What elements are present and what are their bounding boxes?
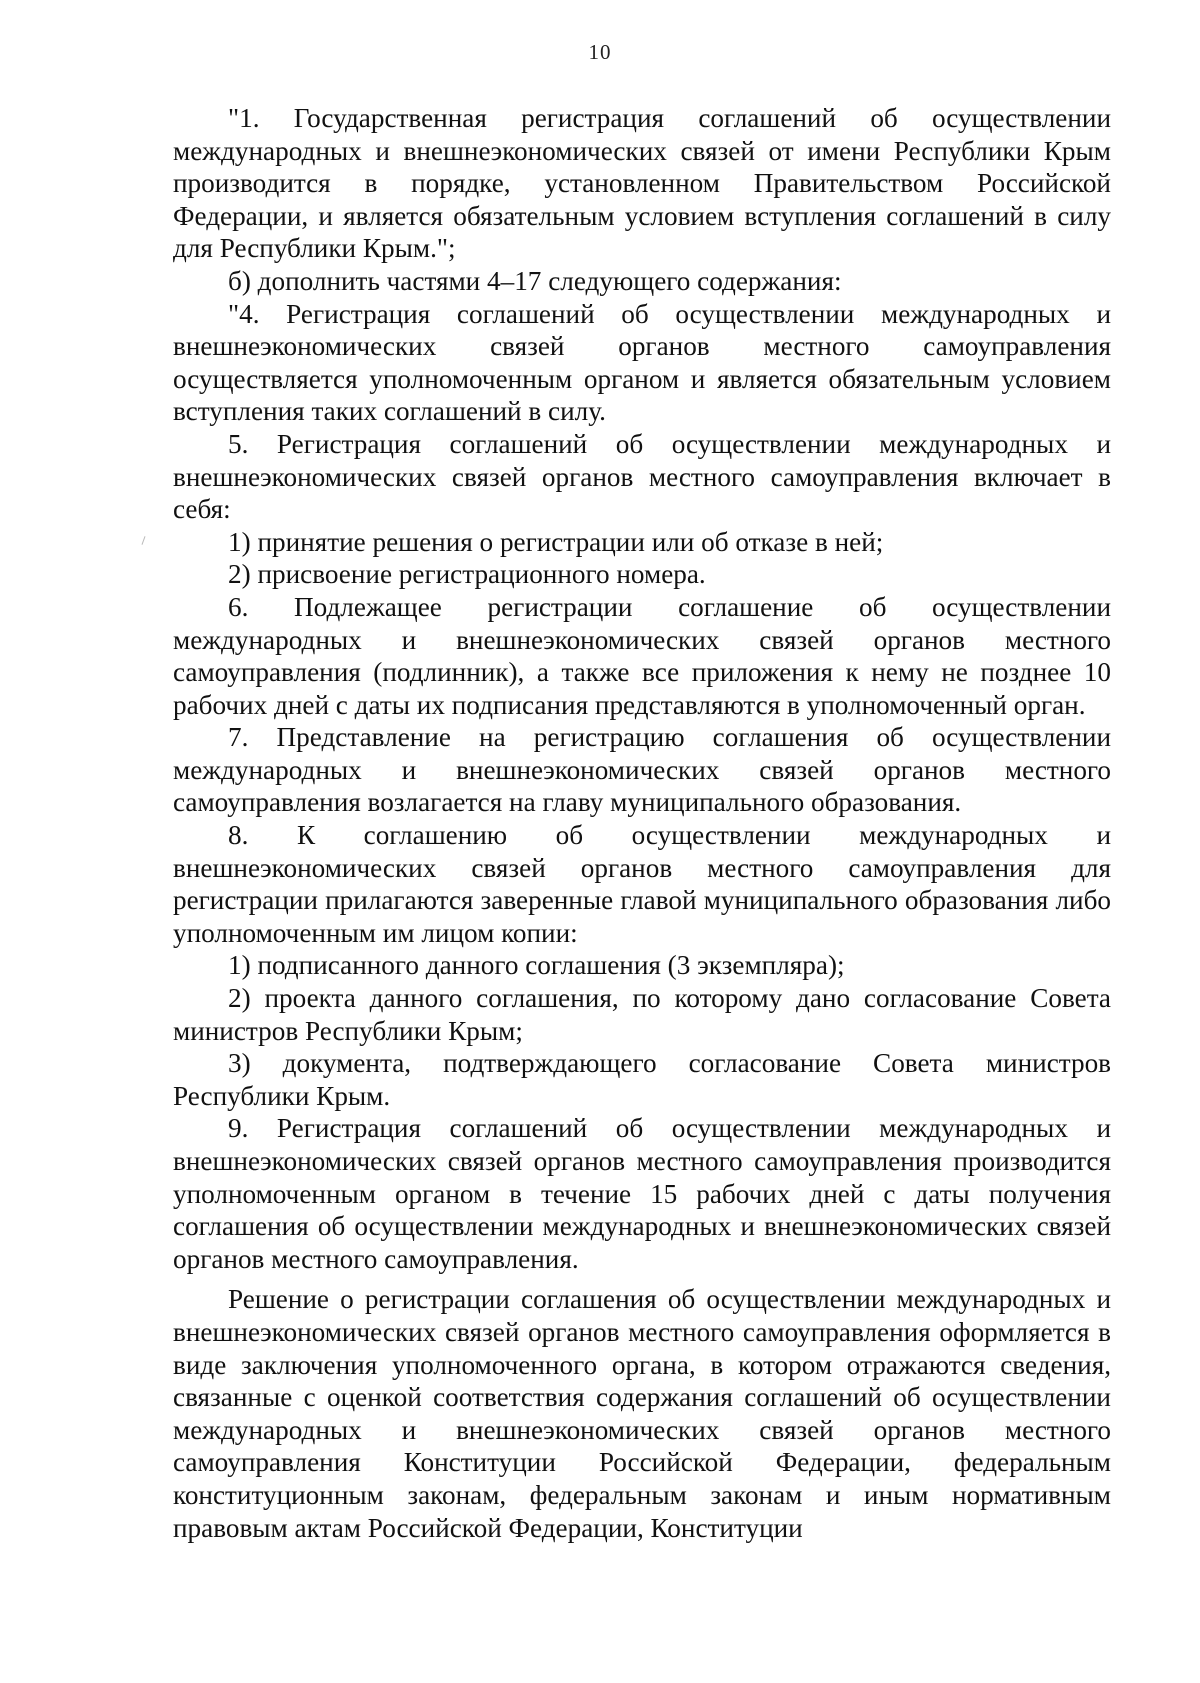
paragraph-part-7: 7. Представление на регистрацию соглашения об осуществлении международных и внешнеэкономических связей органов местного самоуправления возлагается на главу муниципального образования. [173,722,1111,818]
paragraph-part-8-item-3: 3) документа, подтверждающего согласование Совета министров Республики Крым. [173,1048,1111,1111]
document-body [173,102,1111,1544]
paragraph-part-5-item-1: 1) принятие решения о регистрации или об отказе в ней; [228,526,884,557]
paragraph-part-8-item-1: 1) подписанного данного соглашения (3 экземпляра); [228,950,845,981]
paragraph-part-6: 6. Подлежащее регистрации соглашение об осуществлении международных и внешнеэкономических связей органов местного самоуправления (подлинник), а также все приложения к нему не позднее 10 рабочих дней с даты их подписания представляются в уполномоченный орган. [173,591,1111,720]
paragraph-registration-decision: Решение о регистрации соглашения об осуществлении международных и внешнеэкономических связей органов местного самоуправления оформляется в виде заключения уполномоченного органа, в котором отражаются сведения, связанные с оценкой соответствия содержания соглашений об осуществлении международных и внешнеэкономических связей органов местного самоуправления Конституции Российской Федерации, федеральным конституционным законам, федеральным законам и иным нормативным правовым актам Российской Федерации, Конституции [173,1284,1111,1543]
margin-mark [141,536,145,545]
page-number: 10 [588,40,612,64]
paragraph-item-1-state-registration: "1. Государственная регистрация соглашений об осуществлении международных и внешнеэкономических связей от имени Республики Крым производится в порядке, установленном Правительством Российской Федерации, и является обязательным условием вступления соглашений в силу для Республики Крым."; [173,103,1111,264]
paragraph-part-5-item-2: 2) присвоение регистрационного номера. [228,559,706,590]
paragraph-part-8: 8. К соглашению об осуществлении международных и внешнеэкономических связей органов местного самоуправления для регистрации прилагаются заверенные главой муниципального образования либо уполномоченным им лицом копии: [173,820,1111,948]
paragraph-part-4: "4. Регистрация соглашений об осуществлении международных и внешнеэкономических связей органов местного самоуправления осуществляется уполномоченным органом и является обязательным условием вступления таких соглашений в силу. [173,298,1111,427]
paragraph-subitem-b-amendment: б) дополнить частями 4–17 следующего содержания: [228,265,842,296]
paragraph-part-5: 5. Регистрация соглашений об осуществлении международных и внешнеэкономических связей органов местного самоуправления включает в себя: [173,428,1111,525]
paragraph-part-8-item-2: 2) проекта данного соглашения, по которому дано согласование Совета министров Республики Крым; [173,983,1111,1046]
paragraph-part-9: 9. Регистрация соглашений об осуществлении международных и внешнеэкономических связей органов местного самоуправления производится уполномоченным органом в течение 15 рабочих дней с даты получения соглашения об осуществлении международных и внешнеэкономических связей органов местного самоуправления. [173,1113,1111,1274]
